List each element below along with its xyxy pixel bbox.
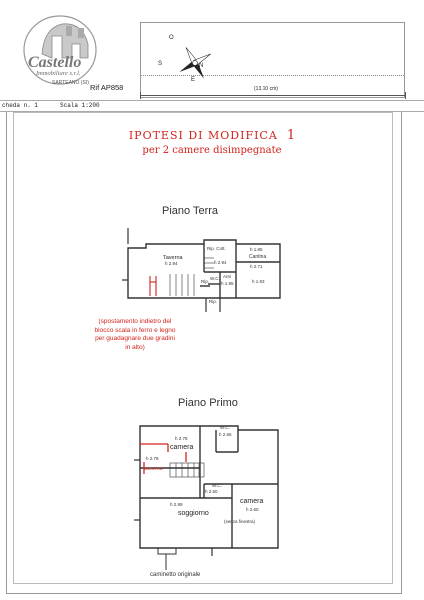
wc1-height: h 2.65 — [219, 432, 232, 437]
pp-h278a: h 2.78 — [175, 436, 188, 441]
corridor-height: h 2.94 — [214, 260, 227, 265]
taverna-label: Taverna — [163, 255, 183, 261]
scale-bar-label: (13.10 cm) — [254, 86, 278, 92]
wc-label: W.C. — [210, 276, 220, 281]
compass-letter-n: N — [199, 63, 204, 69]
senza-finestra-label: (senza finestra) — [224, 519, 256, 524]
logo-name: Castello — [28, 54, 82, 71]
soggiorno-label: soggiorno — [178, 510, 209, 517]
rip1-label: Rip. — [201, 279, 210, 284]
cantina-h1: h 1.85 — [250, 247, 263, 252]
sheet-number: cheda n. 1 — [2, 102, 39, 109]
sheet-scale: Scala 1:200 — [60, 102, 100, 109]
compass-letter-s: S — [158, 61, 163, 67]
logo-tagline: Immobiliare s.r.l. — [36, 70, 81, 77]
compass-letter-o: O — [169, 35, 174, 41]
first-floor-heading: Piano Primo — [178, 397, 238, 409]
camerina-label: camerina — [144, 466, 163, 471]
title-line-2: per 2 camere disimpegnate — [142, 145, 282, 156]
ground-floor-note: (spostamento indietro del blocco scala in ferro e legno per guadagnare due gradini in alto) — [94, 318, 176, 351]
pp-h299: h 2.99 — [170, 502, 183, 507]
rip-cott-label: Rip. Cott. — [207, 246, 226, 251]
anti-label: Anti — [223, 274, 231, 279]
cantina-h2: h 2.71 — [250, 264, 263, 269]
cantina-label: Cantina — [249, 254, 267, 260]
compass-letter-e: E — [191, 77, 196, 83]
camera1-label: camera — [170, 444, 194, 451]
title-main: IPOTESI DI MODIFICA — [128, 129, 278, 142]
fireplace-caption: caminetto originale — [150, 572, 201, 578]
camera2-height: h 2.60 — [246, 507, 259, 512]
logo-town: SARTEANO (SI) — [52, 80, 89, 86]
cantina-h3: h 1.93 — [252, 279, 265, 284]
taverna-height: h 2.94 — [165, 261, 178, 266]
ground-floor-heading: Piano Terra — [162, 205, 219, 217]
camera2-label: camera — [240, 498, 264, 505]
wc1-label: W.C. — [220, 425, 230, 430]
anti-height: h 1.95 — [221, 281, 234, 286]
title-number: 1 — [286, 128, 296, 143]
wc2-height: h 2.50 — [205, 489, 218, 494]
rip2-label: Rip. — [209, 299, 218, 304]
pp-h278b: h 2.78 — [146, 456, 159, 461]
reference-code: Rif AP858 — [90, 83, 124, 92]
wc2-label: W.C. — [212, 483, 222, 488]
